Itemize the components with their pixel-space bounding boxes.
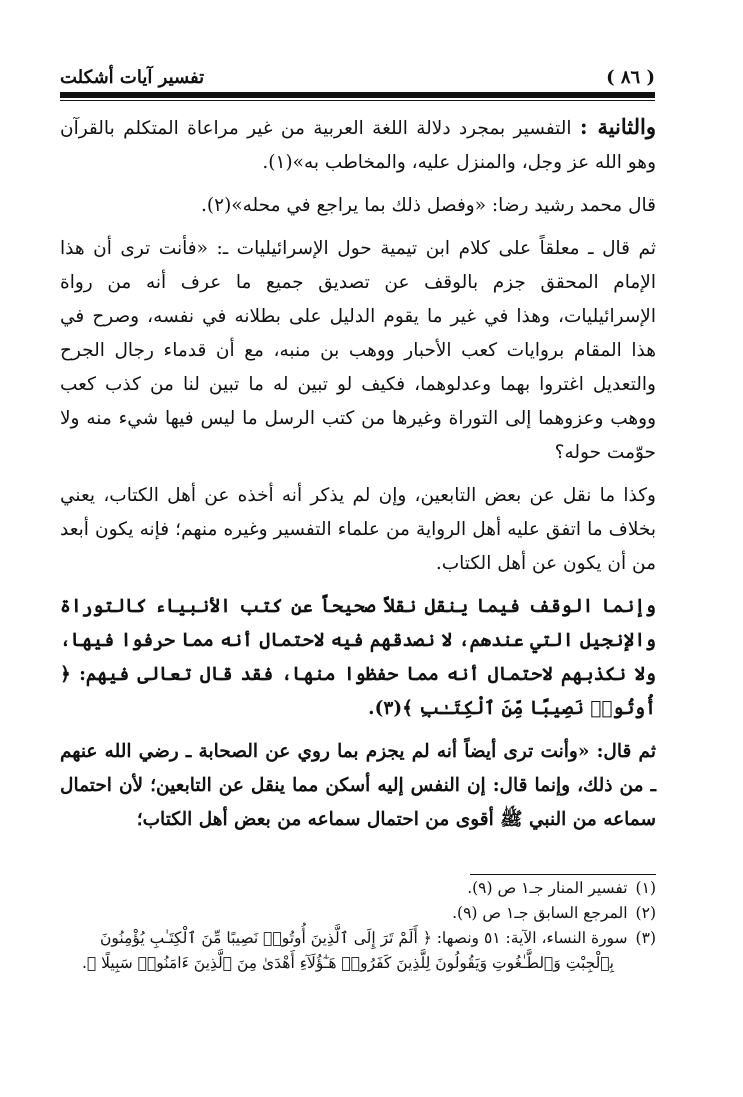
header-rule-thin	[60, 100, 655, 101]
paragraph-2: قال محمد رشيد رضا: «وفصل ذلك بما يراجع في محله»(٢).	[201, 195, 656, 216]
header-rule-thick	[60, 92, 655, 98]
book-title: تفسير آيات أشكلت	[60, 67, 205, 88]
footnote-3-continuation: بِٱلْجِبْتِ وَٱلطَّـٰغُوتِ وَيَقُولُونَ لِلَّذِينَ كَفَرُوا۟ هَـٰٓؤُلَآءِ أَهْدَىٰ مِنَ ٱلَّذِينَ ءَامَنُوا۟ سَبِيلًا ﴾.	[82, 954, 614, 972]
footnote-1	[60, 876, 656, 901]
footnote-rule	[470, 874, 656, 875]
footnote-number: (١)	[635, 879, 656, 897]
footnotes	[60, 876, 656, 976]
footnote-2	[60, 901, 656, 926]
paragraph-4: وكذا ما نقل عن بعض التابعين، وإن لم يذكر أنه أخذه عن أهل الكتاب، يعني بخلاف ما اتفق عليه أهل الرواية من علماء التفسير وغيره منهم؛ فإنه يكون أبعد من أن يكون عن أهل الكتاب.	[60, 485, 656, 574]
footnote-text: سورة النساء، الآية: ٥١ ونصها: ﴿ أَلَمْ تَرَ إِلَى ٱلَّذِينَ أُوتُوا۟ نَصِيبًا مِّنَ ٱلْكِتَـٰبِ يُؤْمِنُونَ	[100, 929, 628, 947]
footnote-text: المرجع السابق جـ١ ص (٩).	[452, 904, 628, 922]
paragraph-5: وإنما الوقف فيما ينقل نقلاً صحيحاً عن كتب الأنبياء كالتوراة والإنجيل التي عندهم، لا نصدقهم فيه لاحتمال أنه مما حرفوا فيها، ولا نكذبهم لاحتمال أنه مما حفظوا منها، فقد قال تعالى فيهم: ﴿ أُوتُوا۟ نَصِيبًا مِّنَ ٱلْكِتَـٰبِ ﴾(٣).	[60, 596, 656, 719]
footnote-3	[60, 926, 656, 951]
footnote-number: (٢)	[635, 904, 656, 922]
paragraph-1-lead: والثانية :	[579, 114, 656, 139]
paragraph-1-text: التفسير بمجرد دلالة اللغة العربية من غير مراعاة المتكلم بالقرآن وهو الله عز وجل، والمنزل عليه، والمخاطب به»(١).	[60, 118, 656, 173]
main-text	[60, 110, 656, 837]
paragraph-3: ثم قال ـ معلقاً على كلام ابن تيمية حول الإسرائيليات ـ: «فأنت ترى أن هذا الإمام المحقق جزم بالوقف عن تصديق جميع ما عرف أنه من رواة الإسرائيليات، وهذا في غير ما يقوم الدليل على بطلانه في نفسه، وصرح في هذا المقام بروايات كعب الأحبار ووهب بن منبه، مع أن قدماء رجال الجرح والتعديل اغتروا بهما وعدلوهما، فكيف لو تبين له ما تبين لنا من كذب كعب ووهب وعزوهما إلى التوراة وغيرها من كتب الرسل ما ليس فيها شيء منه ولا حوّمت حوله؟	[60, 238, 656, 463]
paragraph-1	[60, 110, 656, 180]
paragraph-6: ثم قال: «وأنت ترى أيضاً أنه لم يجزم بما روي عن الصحابة ـ رضي الله عنهم ـ من ذلك، وإنما قال: إن النفس إليه أسكن مما ينقل عن التابعين؛ لأن احتمال سماعه من النبي ﷺ أقوى من احتمال سماعه من بعض أهل الكتاب؛	[60, 741, 656, 830]
footnote-text: تفسير المنار جـ١ ص (٩).	[467, 879, 628, 897]
page-number: ( ٨٦ )	[606, 67, 655, 88]
footnote-number: (٣)	[635, 929, 656, 947]
page-header	[60, 58, 655, 88]
